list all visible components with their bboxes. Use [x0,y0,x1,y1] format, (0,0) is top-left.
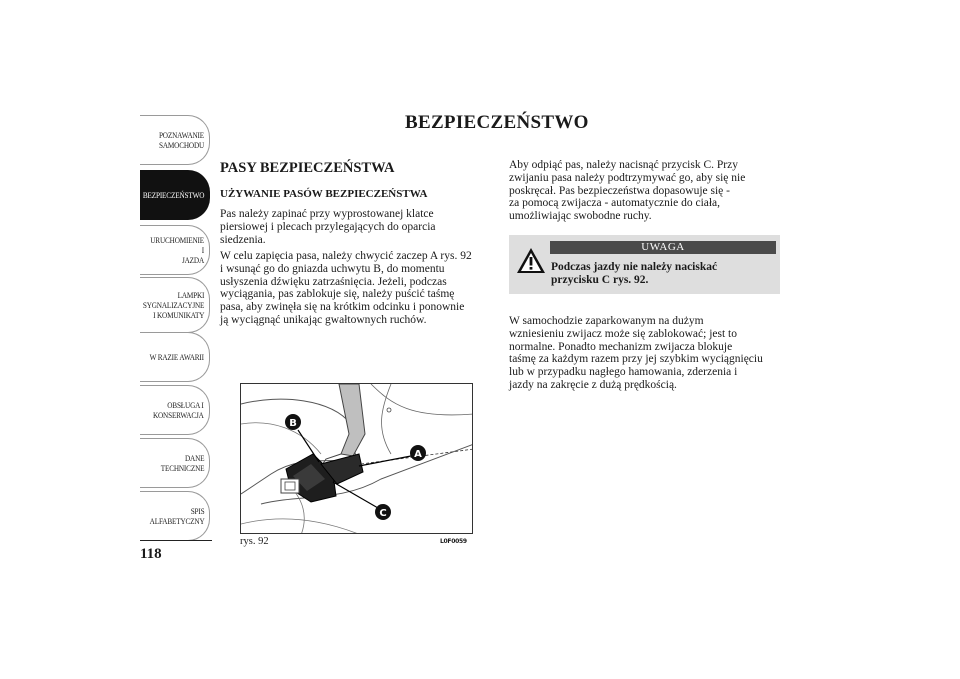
seatbelt-figure [240,383,473,534]
tab-spis-alfabetyczny[interactable] [140,491,210,541]
tab-label: POZNAWANIE SAMOCHODU [158,130,204,150]
paragraph-unfastening: Aby odpiąć pas, należy nacisnąć przycisk C. Przy zwijaniu pasa należy podtrzymywać go, aby się nie poskręcał. Pas bezpieczeństwa dopasowuje się - za pomocą zwijacza - automatycznie do ciała, umożliwiając swobodne ruchy. [509,159,746,223]
tab-label: BEZPIECZEŃSTWO [142,190,204,200]
subheading: UŻYWANIE PASÓW BEZPIECZEŃSTWA [220,188,428,200]
figure-caption: rys. 92 [240,536,269,547]
warning-text: Podczas jazdy nie należy naciskać przycisku C rys. 92. [551,261,718,286]
paragraph-fastening: W celu zapięcia pasa, należy chwycić zaczep A rys. 92 i wsunąć go do gniazda uchwytu B, do momentu usłyszenia dźwięku zatrzaśnięcia. Jeżeli, podczas wyciągania, pas zablokuje się, należy puścić taśmę pasa, aby zwinęła się na krótkim odcinku i ponownie ją wyciągnąć unikając gwałtownych ruchów. [220,250,472,326]
paragraph-posture: Pas należy zapinać przy wyprostowanej klatce piersiowej i plecach przylegających do oparcia siedzenia. [220,208,436,246]
tab-obsluga-i-konserwacja[interactable] [140,385,210,435]
tab-label: SPIS ALFABETYCZNY [149,506,204,526]
tab-label: LAMPKI SYGNALIZACYJNE I KOMUNIKATY [142,290,204,320]
warning-title: UWAGA [550,241,776,254]
figure-code: L0F0059 [440,538,467,545]
warning-triangle-icon [516,247,546,274]
tab-w-razie-awarii[interactable] [140,332,210,382]
section-title: BEZPIECZEŃSTWO [405,112,589,133]
tab-lampki-sygnalizacyjne[interactable] [140,277,210,333]
page-number: 118 [140,546,162,562]
tab-label: W RAZIE AWARII [149,352,204,362]
paragraph-retractor: W samochodzie zaparkowanym na dużym wzniesieniu zwijacz może się zablokować; jest to normalne. Ponadto mechanizm zwijacza blokuje taśmę za każdym razem przy jej szybkim wyciągnięciu lub w przypadku nagłego hamowania, zderzenia i jazdy na zakręcie z dużą prędkością. [509,315,763,391]
callout-c-label: C [379,508,387,519]
tab-poznawanie-samochodu[interactable] [140,115,210,165]
heading: PASY BEZPIECZEŃSTWA [220,160,395,176]
tab-uruchomienie-i-jazda[interactable] [140,225,210,275]
tab-label: OBSŁUGA I KONSERWACJA [153,400,204,420]
seatbelt-buckle-illustration [241,384,473,534]
tab-dane-techniczne[interactable] [140,438,210,488]
callout-a-label: A [414,449,422,460]
page-number-rule [140,540,212,541]
callout-b-label: B [289,418,297,429]
tab-label: DANE TECHNICZNE [160,453,204,473]
warning-box [509,235,780,294]
tab-bezpieczenstwo[interactable] [140,170,210,220]
tab-label: URUCHOMIENIE I JAZDA [150,235,204,265]
